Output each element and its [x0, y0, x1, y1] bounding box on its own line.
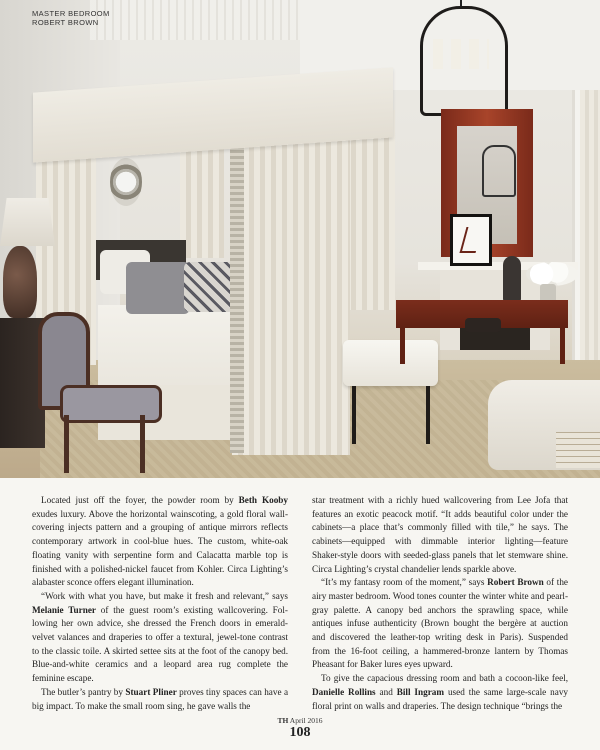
upholstered-bench: [343, 340, 438, 386]
paragraph-text: and: [375, 686, 397, 697]
article-column-right: [312, 494, 568, 716]
paragraph: [312, 494, 568, 576]
desk-leg: [560, 328, 565, 364]
photo-caption: [32, 9, 110, 27]
paragraph-text: exudes luxury. Above the horizontal wainscoting, a gold floral wallcovering injects pattern and a grouping of antique mirrors reflects contemporary artwork in cool-blue hues. The custom, white-oak floating vanity with serpentine form and Calacatta marble top is finished with a polished-nickel faucet from Kohler. Circa Lighting’s alabaster sconce offers elegant illumination.: [32, 508, 288, 588]
paragraph: [312, 672, 568, 713]
caption-room: MASTER BEDROOM: [32, 9, 110, 18]
designer-name: Beth Kooby: [238, 495, 288, 505]
designer-name: Stuart Pliner: [125, 686, 177, 697]
drape-trim: [230, 128, 244, 453]
paragraph: [32, 590, 288, 686]
paragraph-text: “Work with what you have, but make it fresh and relevant,” says: [41, 590, 288, 601]
book-stack: [556, 432, 600, 468]
paragraph-text: star treatment with a richly hued wallcovering from Lee Jofa that features an exotic peacock motif. “It adds beautiful color under the cabinets—a place that’s commonly filled with tile,” he says. The cabinets—equipped with dimmable interior lighting—feature Shaker-style doors with seeded-glass panels that let stemware shine. Circa Lighting’s crystal chandelier lends sparkle above.: [312, 495, 568, 574]
bench-leg: [352, 386, 356, 444]
paragraph-text: proves tiny spaces can have a big impact. To make the small room sing, he gave walls the: [32, 686, 289, 711]
chair-leg: [140, 415, 145, 473]
article-column-left: [32, 494, 288, 716]
hanging-lantern: [420, 6, 508, 116]
round-mirror-sconce: [110, 158, 142, 206]
paragraph: [32, 494, 288, 590]
desk-chair: [465, 318, 501, 332]
article-body: [32, 494, 568, 716]
bench-leg: [426, 386, 430, 444]
page-number: 108: [289, 725, 311, 740]
pillow-patterned: [184, 262, 234, 312]
lamp-base: [3, 246, 37, 318]
reflected-lantern: [482, 145, 516, 197]
bust-sculpture: [503, 256, 521, 302]
paragraph-text: of the guest room’s existing wallcovering. Following her own advice, she dressed the French doors in emerald-velvet valances and draperies to offer a textural, jewel-tone contrast to the classic toile. A skirted settee sits at the foot of the canopy bed. Blue-and-white ceramics and a leopard area rug complete the feminine escape.: [32, 604, 288, 684]
canopy-drape-front: [232, 125, 350, 455]
folio: [0, 716, 600, 725]
bergere-chair-seat: [60, 385, 162, 423]
lamp-shade: [0, 198, 55, 246]
white-flowers: [526, 262, 578, 286]
window-curtain: [580, 90, 600, 380]
issue-date: April 2016: [289, 716, 323, 725]
designer-name: Robert Brown: [487, 577, 544, 588]
chair-leg: [64, 415, 69, 473]
paragraph-text: The butler’s pantry by: [41, 686, 126, 697]
designer-name: Danielle Rollins: [312, 686, 376, 697]
framed-artwork: [450, 214, 492, 266]
paragraph-text: To give the capacious dressing room and bath a cocoon-like feel,: [321, 673, 568, 684]
paragraph: [312, 576, 568, 672]
designer-name: Bill Ingram: [396, 686, 445, 697]
page-footer: [0, 716, 600, 741]
paragraph-text: of the airy master bedroom. Wood tones counter the winter white and pearl-gray palette. A canopy bed anchors the sprawling space, while antiques infuse authenticity (Brown bought the bergère at auction and discovered the leather-top writing desk in Paris). Suspended from the 16-foot ceiling, a hammered-bronze lantern by Thomas Pheasant for Baker lures eyes upward.: [312, 577, 568, 670]
paragraph-text: used the same large-scale navy floral print on walls and draperies. The design technique “brings the: [312, 686, 569, 711]
caption-designer: ROBERT BROWN: [32, 18, 99, 27]
paragraph: [32, 686, 288, 713]
pillow-gray: [126, 262, 190, 314]
desk-leg: [400, 328, 405, 364]
designer-name: Melanie Turner: [32, 604, 96, 615]
magazine-name: TH: [277, 716, 289, 725]
paragraph-text: Located just off the foyer, the powder room by: [41, 495, 239, 505]
canopy-drape-back: [180, 148, 224, 258]
paragraph-text: “It’s my fantasy room of the moment,” says: [321, 577, 488, 588]
